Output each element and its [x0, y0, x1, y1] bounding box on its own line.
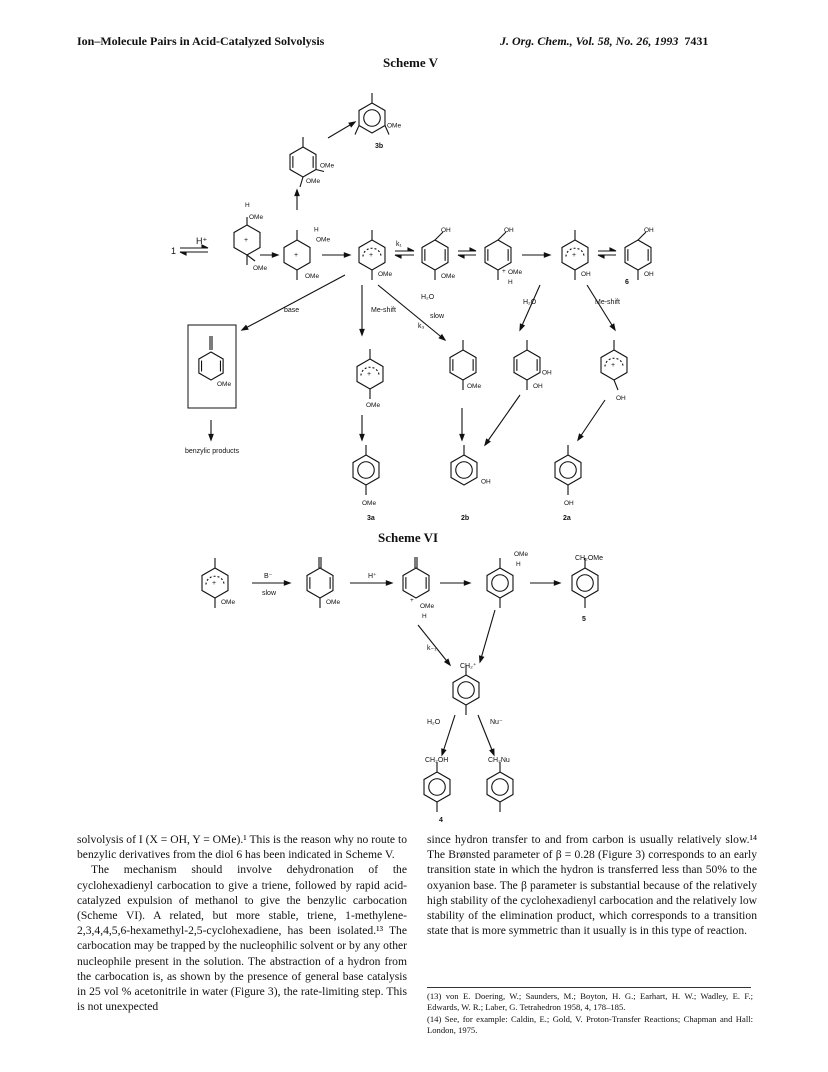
hexagon-ring: [290, 147, 316, 177]
arrow-head: [578, 434, 583, 440]
substituent-label: H: [516, 561, 521, 568]
label-k1: k₁: [396, 241, 402, 248]
arrow-head: [520, 324, 524, 330]
footnote-14: (14) See, for example: Caldin, E.; Gold, V. Proton-Transfer Reactions; Chapman and Hall: London, 1975.: [427, 1014, 753, 1035]
substituent-label: OMe: [253, 265, 268, 272]
hexagon-ring: [359, 103, 385, 133]
substituent-label: OMe: [378, 271, 393, 278]
arrow-head: [485, 439, 490, 445]
aromatic-circle: [364, 110, 381, 127]
arrow-head: [458, 255, 464, 258]
arrow-head: [490, 749, 494, 755]
substituent-label: OMe: [420, 603, 435, 610]
label-ch2-plus: CH₂⁺: [460, 663, 477, 670]
substituent-label: OH: [644, 227, 654, 234]
label-slow: slow: [430, 313, 445, 320]
body-paragraph: solvolysis of I (X = OH, Y = OMe).¹ This is the reason why no route to benzylic derivatives from the diol 6 has been indicated in Scheme V.: [77, 833, 407, 862]
label-ch2oh: CH₂OH: [425, 757, 449, 764]
substituent-label: OH: [541, 369, 552, 377]
hexagon-ring: [199, 352, 223, 380]
bond: [614, 380, 618, 390]
aromatic-circle: [456, 462, 473, 479]
arrow-head: [544, 253, 550, 257]
body-paragraph: since hydron transfer to and from carbon is usually relatively slow.¹⁴ The Brønsted parameter of β = 0.28 (Figure 3) corresponds to an early transition state in which the hydron is transferred less than 50% to the oxyanion base. The β parameter is substantial because of the relatively high stability of the cyclohexadienyl carbocation and the relatively low stability of the elimination product, which corresponds to a transition state that is more symmetric than it usually is in this type of reaction.: [427, 833, 757, 938]
page-number: 7431: [684, 34, 709, 48]
arrow-head: [209, 434, 213, 440]
body-column-left: [77, 832, 407, 1014]
label-me-shift-1: Me-shift: [371, 307, 396, 314]
substituent-label: OH: [504, 227, 514, 234]
scheme-v-title: Scheme V: [383, 55, 439, 70]
substituent-label: +: [369, 252, 374, 259]
substituent-label: +: [410, 597, 414, 604]
substituent-label: OMe: [514, 551, 529, 558]
substituent-label: +: [367, 371, 372, 378]
molecule-structures: [199, 93, 654, 812]
label-h2o-6: H₂O: [427, 719, 441, 726]
hexagon-ring: [451, 455, 477, 485]
substituent-label: OMe: [441, 273, 456, 280]
hexagon-ring: [403, 568, 429, 598]
journal-citation: J. Org. Chem., Vol. 58, No. 26, 1993: [500, 34, 679, 48]
arrow: [485, 395, 520, 445]
substituent-label: OMe: [306, 178, 321, 185]
arrow-head: [610, 248, 616, 251]
hexagon-ring: [487, 568, 513, 598]
label-5: 5: [582, 616, 586, 623]
arrow-head: [272, 253, 278, 257]
arrow-head: [408, 248, 414, 251]
label-k-minus-1: k₋₁: [427, 645, 437, 652]
bond: [247, 255, 255, 261]
label-base: base: [284, 307, 300, 314]
substituent-label: OMe: [386, 122, 402, 130]
arrow-head: [442, 749, 446, 755]
arrow: [520, 285, 540, 330]
arrow: [587, 285, 615, 330]
reaction-arrows: [180, 122, 616, 755]
hexagon-ring: [555, 455, 581, 485]
arrow-head: [598, 255, 604, 258]
arrow-head: [344, 253, 350, 257]
label-2a: 2a: [563, 515, 571, 522]
label-h-plus-6: H⁺: [368, 573, 377, 580]
bond: [316, 170, 324, 172]
footnote-rule: [427, 987, 751, 988]
substituent-label: +: [212, 580, 217, 587]
label-h2o-a: H₂O: [421, 294, 435, 301]
aromatic-circle: [429, 779, 446, 796]
label-benzylic-products: benzylic products: [185, 448, 240, 455]
substituent-label: OH: [480, 478, 491, 486]
substituent-label: OH: [564, 500, 574, 507]
label-4: 4: [439, 817, 443, 824]
arrow-head: [470, 248, 476, 251]
substituent-label: +: [611, 362, 616, 369]
arrow-head: [360, 329, 364, 335]
footnote-13: (13) von E. Doering, W.; Saunders, M.; Boyton, H. G.; Earhart, H. W.; Wadley, E. F.; Edwards, W. R.; Laber, G. Tetrahedron 1958, 4, 178–185.: [427, 991, 753, 1012]
substituent-label: OMe: [508, 269, 523, 276]
arrow-head: [349, 122, 355, 127]
hexagon-ring: [353, 455, 379, 485]
substituent-label: +: [572, 252, 577, 259]
arrow-head: [242, 326, 248, 330]
arrow-head: [554, 581, 560, 585]
substituent-label: +: [244, 237, 249, 244]
aromatic-circle: [458, 682, 475, 699]
hexagon-ring: [625, 240, 651, 270]
hexagon-ring: [487, 772, 513, 802]
substituent-label: OMe: [366, 402, 381, 409]
arrow: [442, 715, 455, 755]
arrow-head: [284, 581, 290, 585]
substituent-label: OMe: [221, 599, 236, 606]
label-6: 6: [625, 279, 629, 286]
scheme-vi-title: Scheme VI: [378, 530, 439, 545]
arrow-head: [395, 255, 401, 258]
substituent-label: OMe: [326, 599, 341, 606]
running-header-title: Ion–Molecule Pairs in Acid-Catalyzed Solvolysis: [77, 34, 325, 48]
arrow-head: [464, 581, 470, 585]
bond: [355, 126, 359, 135]
hexagon-ring: [424, 772, 450, 802]
arrow-head: [295, 190, 299, 196]
arrow-head: [480, 656, 484, 662]
body-paragraph: The mechanism should involve dehydronation of the cyclohexadienyl carbocation to give a triene, followed by rapid acid-catalyzed expulsion of methanol to give the benzylic carbocation (Scheme VI). A related, but more stable, triene, 1-methylene-2,3,4,4,5,6-hexamethyl-2,5-cyclohexadiene, has been isolated.¹³ The carbocation may be trapped by the nucleophilic solvent or by any other nucleophile present in the solution. The abstraction of a hydron from the carbocation is, as shown by the presence of general base catalysis in 25 vol % acetonitrile in water (Figure 3), the rate-limiting step. This is not unexpected: [77, 863, 407, 1014]
substituent-label: OMe: [362, 500, 377, 507]
substituent-label: OH: [581, 271, 591, 278]
label-3b: 3b: [375, 143, 384, 150]
label-2b: 2b: [461, 515, 470, 522]
label-h-plus: H⁺: [196, 236, 208, 246]
aromatic-circle: [492, 779, 509, 796]
aromatic-circle: [358, 462, 375, 479]
arrow-head: [386, 581, 392, 585]
aromatic-circle: [560, 462, 577, 479]
substituent-label: OMe: [305, 273, 320, 280]
label-compound-1: 1: [171, 246, 177, 256]
arrow-head: [180, 252, 186, 255]
label-h2o-b: H₂O: [523, 299, 537, 306]
substituent-label: OMe: [249, 214, 264, 221]
label-me-shift-2: Me-shift: [595, 299, 620, 306]
label-3a: 3a: [367, 515, 375, 522]
hexagon-ring: [422, 240, 448, 270]
arrow: [242, 275, 345, 330]
label-k3: k₃: [418, 323, 425, 330]
bond: [300, 177, 303, 187]
arrow: [480, 610, 495, 662]
aromatic-circle: [492, 575, 509, 592]
aromatic-circle: [577, 575, 594, 592]
label-slow-6: slow: [262, 590, 277, 597]
substituent-label: OH: [644, 271, 654, 278]
substituent-label: OMe: [315, 236, 331, 244]
label-b-minus: B⁻: [264, 573, 273, 580]
substituent-label: +: [294, 252, 299, 259]
arrow-head: [610, 324, 615, 330]
substituent-label: OH: [441, 227, 451, 234]
label-nu-minus: Nu⁻: [490, 719, 503, 726]
arrow: [578, 400, 605, 440]
substituent-label: OMe: [467, 383, 482, 390]
substituent-label: +: [502, 268, 506, 275]
body-column-right: [427, 832, 757, 938]
hexagon-ring: [514, 350, 540, 380]
arrow-head: [360, 434, 364, 440]
hexagon-ring: [453, 675, 479, 705]
substituent-label: H: [422, 613, 427, 620]
label-ch2ome: CH₂OMe: [575, 555, 603, 562]
substituent-label: OH: [616, 395, 626, 402]
arrow-head: [460, 434, 464, 440]
substituent-label: OMe: [319, 162, 335, 170]
hexagon-ring: [572, 568, 598, 598]
substituent-label: OH: [533, 383, 543, 390]
hexagon-ring: [307, 568, 333, 598]
hexagon-ring: [450, 350, 476, 380]
hexagon-ring: [485, 240, 511, 270]
substituent-label: OMe: [217, 381, 232, 388]
substituent-label: H: [508, 279, 513, 286]
label-ch2nu: CH₂Nu: [488, 757, 510, 764]
substituent-label: H: [245, 202, 250, 209]
substituent-label: H: [313, 226, 319, 234]
